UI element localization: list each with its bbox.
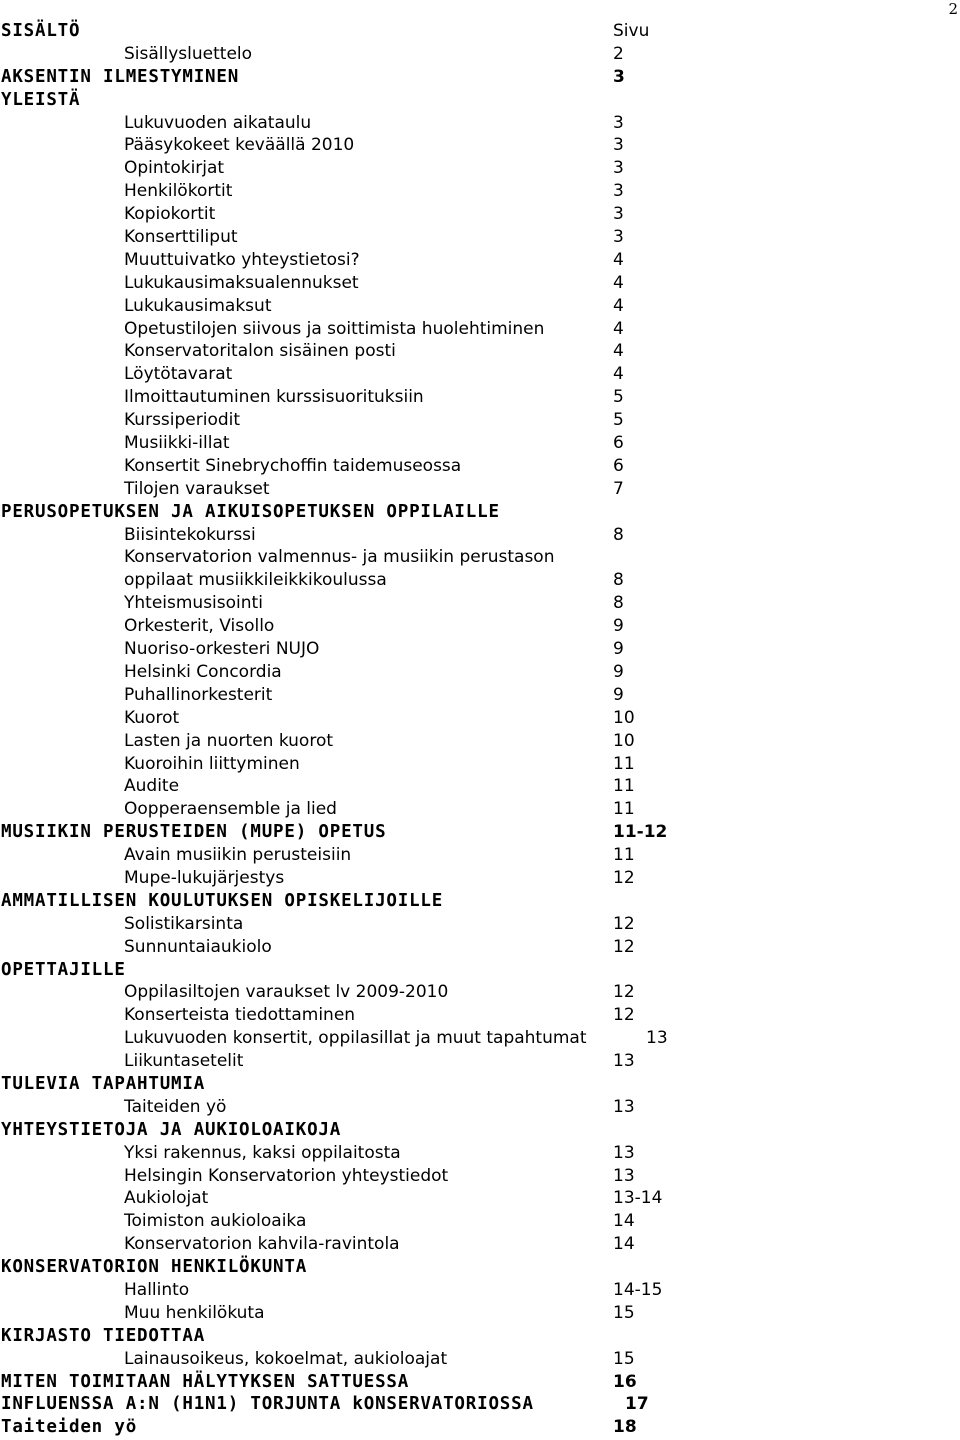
toc-entry	[0, 1050, 960, 1073]
toc-page-number: 13-14	[613, 1188, 663, 1209]
toc-entry	[0, 134, 960, 157]
toc-section-title: AKSENTIN ILMESTYMINEN	[1, 66, 240, 87]
toc-page-number: 3	[613, 227, 624, 248]
toc-entry	[0, 455, 960, 478]
toc-entry	[0, 661, 960, 684]
toc-entry	[0, 775, 960, 798]
toc-entry-title: Taiteiden yö	[124, 1096, 227, 1117]
toc-entry-title: Toimiston aukioloaika	[124, 1211, 307, 1232]
toc-section-heading	[0, 501, 960, 524]
toc-entry-title: Konservatoritalon sisäinen posti	[124, 341, 396, 362]
toc-page-number: 16	[613, 1371, 637, 1392]
toc-entry	[0, 409, 960, 432]
toc-section-heading	[0, 1073, 960, 1096]
toc-page-number: 11-12	[613, 822, 668, 843]
toc-entry	[0, 1165, 960, 1188]
toc-page-number: Sivu	[613, 21, 650, 41]
toc-entry	[0, 546, 960, 569]
toc-page-number: 4	[613, 318, 624, 339]
toc-page-number: 3	[613, 204, 624, 225]
toc-page-number: 18	[613, 1417, 637, 1438]
toc-entry	[0, 753, 960, 776]
toc-entry-title: Muu henkilökuta	[124, 1302, 265, 1323]
toc-section-heading	[0, 890, 960, 913]
toc-entry-title: Sisällysluettelo	[124, 43, 253, 64]
toc-entry	[0, 203, 960, 226]
toc-entry	[0, 1027, 960, 1050]
toc-section-title: KIRJASTO TIEDOTTAA	[1, 1325, 206, 1346]
toc-page-number: 8	[613, 524, 624, 545]
toc-entry-title: oppilaat musiikkileikkikoulussa	[124, 570, 387, 591]
toc-page-number: 3	[613, 112, 624, 133]
toc-entry-title: Puhallinorkesterit	[124, 684, 273, 705]
page-number: 2	[948, 0, 958, 18]
toc-entry-title: Helsingin Konservatorion yhteystiedot	[124, 1165, 449, 1186]
toc-entry-title: Ilmoittautuminen kurssisuorituksiin	[124, 387, 424, 408]
toc-page-number: 13	[613, 1051, 635, 1072]
toc-page-number: 13	[613, 1142, 635, 1163]
toc-section-title: YLEISTÄ	[1, 89, 81, 110]
toc-page-number: 8	[613, 593, 624, 614]
toc-entry	[0, 569, 960, 592]
toc-entry-title: Lukukausimaksut	[124, 295, 272, 316]
toc-page-number: 8	[613, 570, 624, 591]
toc-entry	[0, 1142, 960, 1165]
toc-entry	[0, 180, 960, 203]
toc-section-title: SISÄLTÖ	[1, 21, 81, 41]
toc-section-heading	[0, 89, 960, 112]
toc-section-heading	[0, 959, 960, 982]
toc-section-heading	[0, 1416, 960, 1439]
toc-entry-title: Konserttiliput	[124, 227, 238, 248]
toc-entry-title: Opintokirjat	[124, 158, 225, 179]
toc-section-heading	[0, 20, 960, 43]
toc-entry-title: Yhteismusisointi	[124, 593, 263, 614]
toc-page-number: 4	[613, 364, 624, 385]
toc-page-number: 15	[613, 1302, 635, 1323]
toc-entry	[0, 684, 960, 707]
toc-entry	[0, 1348, 960, 1371]
toc-page-number: 5	[613, 410, 624, 431]
toc-page-number: 4	[613, 272, 624, 293]
toc-entry-title: Lainausoikeus, kokoelmat, aukioloajat	[124, 1348, 448, 1369]
toc-page-number: 12	[613, 982, 635, 1003]
toc-section-title: AMMATILLISEN KOULUTUKSEN OPISKELIJOILLE	[1, 890, 444, 911]
toc-entry-title: Solistikarsinta	[124, 913, 244, 934]
toc-section-title: MITEN TOIMITAAN HÄLYTYKSEN SATTUESSA	[1, 1371, 410, 1392]
toc-entry	[0, 1004, 960, 1027]
toc-entry	[0, 981, 960, 1004]
toc-entry	[0, 707, 960, 730]
toc-entry-title: Mupe-lukujärjestys	[124, 867, 285, 888]
toc-entry-title: Musiikki-illat	[124, 433, 230, 454]
toc-entry	[0, 318, 960, 341]
toc-entry	[0, 363, 960, 386]
toc-page-number: 11	[613, 799, 635, 820]
toc-page-number: 6	[613, 433, 624, 454]
toc-entry	[0, 1210, 960, 1233]
toc-page-number: 13	[646, 1028, 668, 1049]
toc-entry	[0, 844, 960, 867]
toc-entry-title: Biisintekokurssi	[124, 524, 256, 545]
toc-entry	[0, 1096, 960, 1119]
toc-page-number: 3	[613, 135, 624, 156]
toc-section-title: YHTEYSTIETOJA JA AUKIOLOAIKOJA	[1, 1119, 342, 1140]
toc-entry	[0, 1302, 960, 1325]
toc-entry	[0, 638, 960, 661]
toc-page-number: 17	[625, 1394, 649, 1415]
toc-entry	[0, 867, 960, 890]
toc-page-number: 10	[613, 707, 635, 728]
toc-section-heading	[0, 1393, 960, 1416]
toc-page-number: 12	[613, 913, 635, 934]
toc-entry-title: Kurssiperiodit	[124, 410, 241, 431]
toc-entry	[0, 913, 960, 936]
toc-entry-title: Helsinki Concordia	[124, 661, 282, 682]
toc-section-title: MUSIIKIN PERUSTEIDEN (MUPE) OPETUS	[1, 822, 387, 843]
toc-section-heading	[0, 66, 960, 89]
toc-entry-title: Oppilasiltojen varaukset lv 2009-2010	[124, 982, 449, 1003]
toc-entry-title: Oopperaensemble ja lied	[124, 799, 337, 820]
toc-entry	[0, 432, 960, 455]
toc-section-heading	[0, 1325, 960, 1348]
toc-section-title: OPETTAJILLE	[1, 959, 126, 980]
toc-section-title: Taiteiden yö	[1, 1417, 138, 1438]
toc-page-number: 10	[613, 730, 635, 751]
toc-page-number: 4	[613, 249, 624, 270]
toc-page-number: 13	[613, 1096, 635, 1117]
toc-page-number: 9	[613, 639, 624, 660]
toc-entry	[0, 295, 960, 318]
toc-section-title: KONSERVATORION HENKILÖKUNTA	[1, 1257, 308, 1278]
toc-page-number: 5	[613, 387, 624, 408]
toc-section-heading	[0, 1119, 960, 1142]
toc-section-title: TULEVIA TAPAHTUMIA	[1, 1073, 206, 1094]
toc-entry-title: Kuoroihin liittyminen	[124, 753, 300, 774]
toc-page-number: 13	[613, 1165, 635, 1186]
toc-entry-title: Nuoriso-orkesteri NUJO	[124, 639, 320, 660]
toc-entry-title: Pääsykokeet keväällä 2010	[124, 135, 355, 156]
toc-page-number: 9	[613, 661, 624, 682]
toc-page-number: 11	[613, 753, 635, 774]
toc-entry-title: Audite	[124, 776, 180, 797]
toc-page-number: 11	[613, 776, 635, 797]
toc-page-number: 4	[613, 341, 624, 362]
toc-page-number: 9	[613, 684, 624, 705]
toc-section-title: INFLUENSSA A:N (H1N1) TORJUNTA kONSERVATORIOSSA	[1, 1394, 534, 1415]
toc-entry	[0, 226, 960, 249]
toc-entry	[0, 272, 960, 295]
table-of-contents	[0, 20, 960, 1439]
toc-entry	[0, 936, 960, 959]
toc-section-title: PERUSOPETUKSEN JA AIKUISOPETUKSEN OPPILAILLE	[1, 501, 500, 522]
toc-entry-title: Lukukausimaksualennukset	[124, 272, 359, 293]
toc-entry-title: Lukuvuoden aikataulu	[124, 112, 312, 133]
toc-entry-title: Avain musiikin perusteisiin	[124, 845, 352, 866]
toc-entry-title: Lukuvuoden konsertit, oppilasillat ja muut tapahtumat	[124, 1028, 587, 1049]
toc-entry-title: Yksi rakennus, kaksi oppilaitosta	[124, 1142, 401, 1163]
toc-entry-title: Konsertit Sinebrychoffin taidemuseossa	[124, 455, 462, 476]
toc-entry	[0, 798, 960, 821]
toc-page-number: 6	[613, 455, 624, 476]
toc-entry	[0, 340, 960, 363]
toc-entry-title: Hallinto	[124, 1279, 190, 1300]
toc-entry	[0, 1279, 960, 1302]
toc-page-number: 11	[613, 845, 635, 866]
toc-entry	[0, 43, 960, 66]
toc-page-number: 9	[613, 616, 624, 637]
toc-entry-title: Kuorot	[124, 707, 180, 728]
toc-entry-title: Konservatorion valmennus- ja musiikin perustason	[124, 547, 555, 568]
toc-entry-title: Tilojen varaukset	[124, 478, 270, 499]
toc-page-number: 14-15	[613, 1279, 663, 1300]
toc-entry-title: Opetustilojen siivous ja soittimista huolehtiminen	[124, 318, 545, 339]
toc-entry	[0, 524, 960, 547]
toc-section-heading	[0, 821, 960, 844]
toc-entry	[0, 157, 960, 180]
toc-entry-title: Henkilökortit	[124, 181, 233, 202]
toc-page-number: 15	[613, 1348, 635, 1369]
toc-entry-title: Löytötavarat	[124, 364, 233, 385]
toc-page-number: 3	[613, 66, 625, 87]
toc-page-number: 2	[613, 43, 624, 64]
toc-entry-title: Liikuntasetelit	[124, 1051, 244, 1072]
toc-entry-title: Aukiolojat	[124, 1188, 209, 1209]
toc-entry	[0, 386, 960, 409]
toc-entry-title: Konservatorion kahvila-ravintola	[124, 1234, 400, 1255]
toc-page-number: 12	[613, 936, 635, 957]
toc-entry	[0, 730, 960, 753]
toc-page-number: 7	[613, 478, 624, 499]
toc-page-number: 14	[613, 1234, 635, 1255]
toc-entry	[0, 249, 960, 272]
toc-page-number: 12	[613, 1005, 635, 1026]
toc-entry-title: Konserteista tiedottaminen	[124, 1005, 356, 1026]
toc-entry	[0, 478, 960, 501]
toc-page-number: 12	[613, 867, 635, 888]
toc-entry-title: Kopiokortit	[124, 204, 216, 225]
toc-entry-title: Lasten ja nuorten kuorot	[124, 730, 334, 751]
toc-entry	[0, 592, 960, 615]
toc-page-number: 4	[613, 295, 624, 316]
toc-section-heading	[0, 1371, 960, 1394]
toc-entry	[0, 615, 960, 638]
toc-page-number: 3	[613, 158, 624, 179]
toc-section-heading	[0, 1256, 960, 1279]
toc-entry-title: Orkesterit, Visollo	[124, 616, 275, 637]
toc-entry-title: Muuttuivatko yhteystietosi?	[124, 249, 360, 270]
toc-entry-title: Sunnuntaiaukiolo	[124, 936, 272, 957]
toc-entry	[0, 112, 960, 135]
toc-page-number: 3	[613, 181, 624, 202]
toc-entry	[0, 1233, 960, 1256]
toc-page-number: 14	[613, 1211, 635, 1232]
toc-entry	[0, 1187, 960, 1210]
